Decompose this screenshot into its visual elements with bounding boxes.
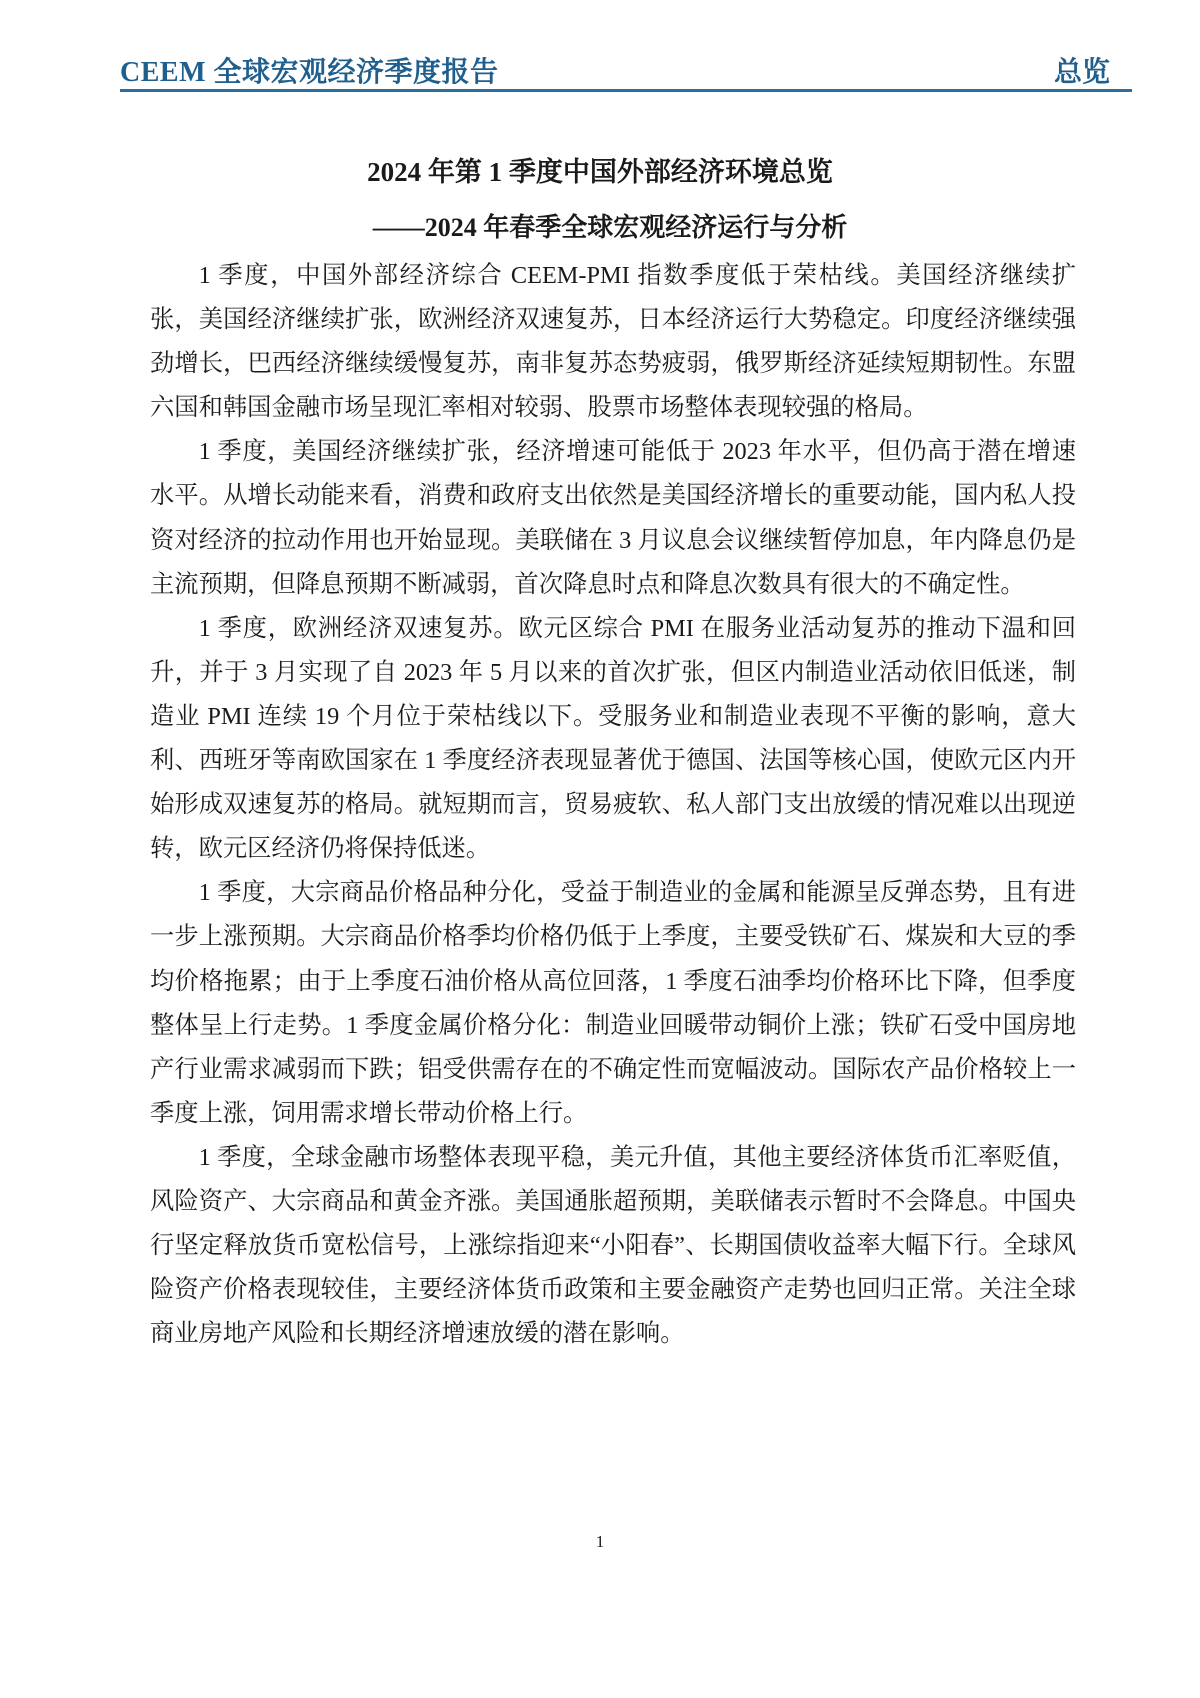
paragraph-europe-economy: 1 季度，欧洲经济双速复苏。欧元区综合 PMI 在服务业活动复苏的推动下温和回升，并于 3 月实现了自 2023 年 5 月以来的首次扩张，但区内制造业活动依旧低迷，制造业 PMI 连续 19 个月位于荣枯线以下。受服务业和制造业表现不平衡的影响，意大利、西班牙等南欧国家在 1 季度经济表现显著优于德国、法国等核心国，使欧元区内开始形成双速复苏的格局。就短期而言，贸易疲软、私人部门支出放缓的情况难以出现逆转，欧元区经济仍将保持低迷。 (150, 614, 1076, 863)
report-title: CEEM 全球宏观经济季度报告 (120, 57, 499, 88)
section-label: 总览 (1053, 57, 1110, 88)
page-number: 1 (595, 1532, 605, 1551)
page-header (120, 46, 1132, 86)
paragraph-overview: 1 季度，中国外部经济综合 CEEM-PMI 指数季度低于荣枯线。美国经济继续扩张，美国经济继续扩张，欧洲经济双速复苏，日本经济运行大势稳定。印度经济继续强劲增长，巴西经济继续缓慢复苏，南非复苏态势疲弱，俄罗斯经济延续短期韧性。东盟六国和韩国金融市场呈现汇率相对较弱、股票市场整体表现较强的格局。 (150, 262, 1076, 422)
paragraph-commodities: 1 季度，大宗商品价格品种分化，受益于制造业的金属和能源呈反弹态势，且有进一步上涨预期。大宗商品价格季均价格仍低于上季度，主要受铁矿石、煤炭和大豆的季均价格拖累；由于上季度石油价格从高位回落，1 季度石油季均价格环比下降，但季度整体呈上行走势。1 季度金属价格分化：制造业回暖带动铜价上涨；铁矿石受中国房地产行业需求减弱而下跌；铝受供需存在的不确定性而宽幅波动。国际农产品价格较上一季度上涨，饲用需求增长带动价格上行。 (150, 879, 1076, 1127)
paragraph-us-economy: 1 季度，美国经济继续扩张，经济增速可能低于 2023 年水平，但仍高于潜在增速水平。从增长动能来看，消费和政府支出依然是美国经济增长的重要动能，国内私人投资对经济的拉动作用也开始显现。美联储在 3 月议息会议继续暂停加息，年内降息仍是主流预期，但降息预期不断减弱，首次降息时点和降息次数具有很大的不确定性。 (150, 438, 1076, 598)
document-body (150, 254, 1076, 1356)
header-divider (120, 89, 1132, 92)
paragraph-financial-markets: 1 季度，全球金融市场整体表现平稳，美元升值，其他主要经济体货币汇率贬值，风险资产、大宗商品和黄金齐涨。美国通胀超预期，美联储表示暂时不会降息。中国央行坚定释放货币宽松信号，上涨综指迎来“小阳春”、长期国债收益率大幅下行。全球风险资产价格表现较佳，主要经济体货币政策和主要金融资产走势也回归正常。关注全球商业房地产风险和长期经济增速放缓的潜在影响。 (150, 1143, 1076, 1348)
document-subtitle: ——2024 年春季全球宏观经济运行与分析 (372, 213, 848, 242)
document-title: 2024 年第 1 季度中国外部经济环境总览 (367, 157, 833, 187)
